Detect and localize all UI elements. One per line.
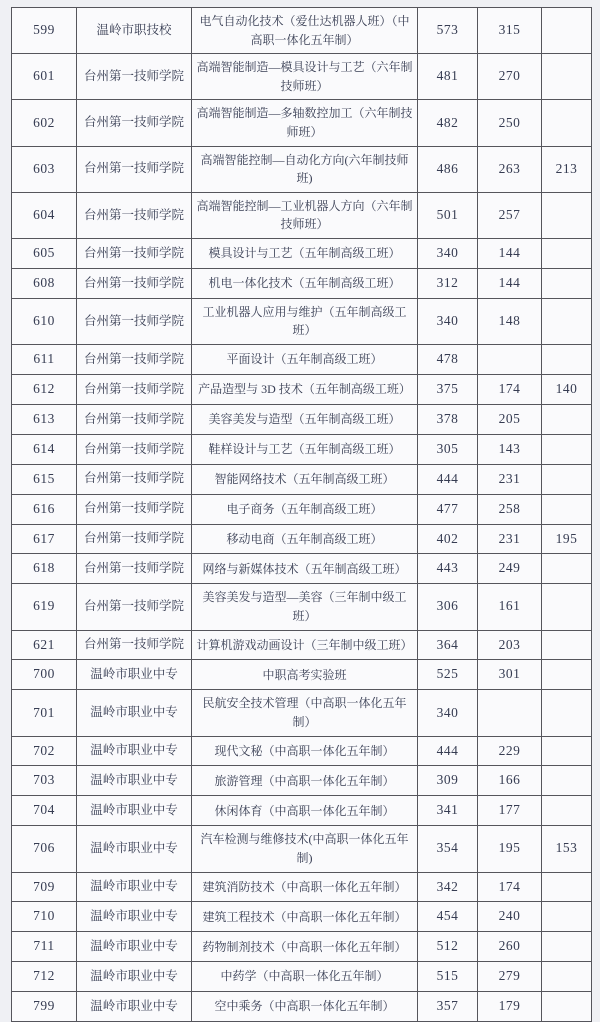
admission-scores-table — [11, 7, 592, 1022]
code-cell: 603 — [12, 146, 77, 192]
table-row — [12, 766, 592, 796]
score2-cell: 231 — [478, 524, 542, 554]
school-cell: 台州第一技师学院 — [77, 584, 192, 630]
code-cell: 608 — [12, 268, 77, 298]
code-cell: 614 — [12, 434, 77, 464]
code-cell: 710 — [12, 902, 77, 932]
table-body — [12, 8, 592, 1022]
school-cell: 温岭市职业中专 — [77, 826, 192, 872]
table-row — [12, 630, 592, 660]
school-cell: 台州第一技师学院 — [77, 374, 192, 404]
school-cell: 台州第一技师学院 — [77, 524, 192, 554]
score3-cell — [542, 584, 592, 630]
score3-cell — [542, 902, 592, 932]
score1-cell: 306 — [418, 584, 478, 630]
program-cell: 机电一体化技术（五年制高级工班） — [192, 268, 418, 298]
score1-cell: 402 — [418, 524, 478, 554]
program-cell: 高端智能控制—工业机器人方向（六年制技师班） — [192, 192, 418, 238]
score1-cell: 378 — [418, 404, 478, 434]
score2-cell: 260 — [478, 932, 542, 962]
code-cell: 615 — [12, 464, 77, 494]
score1-cell: 364 — [418, 630, 478, 660]
table-row — [12, 54, 592, 100]
table-row — [12, 434, 592, 464]
score1-cell: 481 — [418, 54, 478, 100]
school-cell: 温岭市职业中专 — [77, 660, 192, 690]
table-row — [12, 554, 592, 584]
table-row — [12, 374, 592, 404]
program-cell: 电子商务（五年制高级工班） — [192, 494, 418, 524]
score3-cell — [542, 434, 592, 464]
score1-cell: 443 — [418, 554, 478, 584]
school-cell: 温岭市职业中专 — [77, 796, 192, 826]
score2-cell: 257 — [478, 192, 542, 238]
school-cell: 台州第一技师学院 — [77, 54, 192, 100]
score2-cell: 229 — [478, 736, 542, 766]
code-cell: 610 — [12, 298, 77, 344]
score2-cell: 315 — [478, 8, 542, 54]
program-cell: 平面设计（五年制高级工班） — [192, 344, 418, 374]
code-cell: 706 — [12, 826, 77, 872]
score2-cell: 144 — [478, 238, 542, 268]
program-cell: 工业机器人应用与维护（五年制高级工班） — [192, 298, 418, 344]
program-cell: 鞋样设计与工艺（五年制高级工班） — [192, 434, 418, 464]
score3-cell — [542, 494, 592, 524]
score1-cell: 454 — [418, 902, 478, 932]
score3-cell — [542, 192, 592, 238]
score3-cell — [542, 630, 592, 660]
code-cell: 601 — [12, 54, 77, 100]
score1-cell: 573 — [418, 8, 478, 54]
program-cell: 建筑消防技术（中高职一体化五年制） — [192, 872, 418, 902]
score2-cell: 144 — [478, 268, 542, 298]
score1-cell: 309 — [418, 766, 478, 796]
code-cell: 711 — [12, 932, 77, 962]
school-cell: 台州第一技师学院 — [77, 192, 192, 238]
score3-cell — [542, 690, 592, 736]
table-row — [12, 962, 592, 992]
program-cell: 网络与新媒体技术（五年制高级工班） — [192, 554, 418, 584]
school-cell: 台州第一技师学院 — [77, 554, 192, 584]
table-row — [12, 464, 592, 494]
school-cell: 温岭市职业中专 — [77, 766, 192, 796]
school-cell: 台州第一技师学院 — [77, 238, 192, 268]
program-cell: 建筑工程技术（中高职一体化五年制） — [192, 902, 418, 932]
score3-cell — [542, 8, 592, 54]
code-cell: 618 — [12, 554, 77, 584]
code-cell: 617 — [12, 524, 77, 554]
score3-cell — [542, 100, 592, 146]
score1-cell: 340 — [418, 690, 478, 736]
score2-cell: 249 — [478, 554, 542, 584]
table-row — [12, 298, 592, 344]
program-cell: 计算机游戏动画设计（三年制中级工班） — [192, 630, 418, 660]
score3-cell — [542, 464, 592, 494]
code-cell: 611 — [12, 344, 77, 374]
score1-cell: 341 — [418, 796, 478, 826]
school-cell: 台州第一技师学院 — [77, 268, 192, 298]
program-cell: 民航安全技术管理（中高职一体化五年制） — [192, 690, 418, 736]
score3-cell — [542, 872, 592, 902]
score2-cell: 174 — [478, 374, 542, 404]
score2-cell: 270 — [478, 54, 542, 100]
program-cell: 高端智能制造—多轴数控加工（六年制技师班） — [192, 100, 418, 146]
score3-cell — [542, 238, 592, 268]
table-row — [12, 494, 592, 524]
school-cell: 台州第一技师学院 — [77, 404, 192, 434]
table-row — [12, 146, 592, 192]
table-row — [12, 660, 592, 690]
score2-cell: 279 — [478, 962, 542, 992]
code-cell: 712 — [12, 962, 77, 992]
score2-cell: 231 — [478, 464, 542, 494]
code-cell: 599 — [12, 8, 77, 54]
score2-cell: 203 — [478, 630, 542, 660]
score3-cell — [542, 298, 592, 344]
score2-cell: 161 — [478, 584, 542, 630]
score1-cell: 375 — [418, 374, 478, 404]
score1-cell: 340 — [418, 238, 478, 268]
score2-cell: 250 — [478, 100, 542, 146]
program-cell: 智能网络技术（五年制高级工班） — [192, 464, 418, 494]
score1-cell: 312 — [418, 268, 478, 298]
score2-cell: 174 — [478, 872, 542, 902]
score2-cell: 205 — [478, 404, 542, 434]
score1-cell: 477 — [418, 494, 478, 524]
program-cell: 美容美发与造型—美容（三年制中级工班） — [192, 584, 418, 630]
school-cell: 台州第一技师学院 — [77, 100, 192, 146]
program-cell: 空中乘务（中高职一体化五年制） — [192, 992, 418, 1022]
school-cell: 温岭市职业中专 — [77, 992, 192, 1022]
program-cell: 高端智能制造—模具设计与工艺（六年制技师班） — [192, 54, 418, 100]
score1-cell: 512 — [418, 932, 478, 962]
score3-cell — [542, 736, 592, 766]
score1-cell: 525 — [418, 660, 478, 690]
code-cell: 619 — [12, 584, 77, 630]
score1-cell: 478 — [418, 344, 478, 374]
score3-cell — [542, 660, 592, 690]
score2-cell: 195 — [478, 826, 542, 872]
code-cell: 700 — [12, 660, 77, 690]
table-row — [12, 192, 592, 238]
score3-cell: 153 — [542, 826, 592, 872]
table-row — [12, 344, 592, 374]
code-cell: 605 — [12, 238, 77, 268]
code-cell: 616 — [12, 494, 77, 524]
table-row — [12, 100, 592, 146]
table-row — [12, 932, 592, 962]
score2-cell: 240 — [478, 902, 542, 932]
score2-cell — [478, 690, 542, 736]
score3-cell: 140 — [542, 374, 592, 404]
table-row — [12, 690, 592, 736]
code-cell: 709 — [12, 872, 77, 902]
score3-cell — [542, 268, 592, 298]
score1-cell: 354 — [418, 826, 478, 872]
score2-cell: 179 — [478, 992, 542, 1022]
table-row — [12, 268, 592, 298]
score3-cell — [542, 766, 592, 796]
score2-cell: 166 — [478, 766, 542, 796]
score1-cell: 340 — [418, 298, 478, 344]
score3-cell: 213 — [542, 146, 592, 192]
score1-cell: 305 — [418, 434, 478, 464]
score3-cell — [542, 404, 592, 434]
code-cell: 602 — [12, 100, 77, 146]
score3-cell — [542, 962, 592, 992]
code-cell: 702 — [12, 736, 77, 766]
school-cell: 台州第一技师学院 — [77, 146, 192, 192]
code-cell: 701 — [12, 690, 77, 736]
score3-cell — [542, 796, 592, 826]
score3-cell — [542, 54, 592, 100]
program-cell: 美容美发与造型（五年制高级工班） — [192, 404, 418, 434]
score2-cell — [478, 344, 542, 374]
program-cell: 现代文秘（中高职一体化五年制） — [192, 736, 418, 766]
program-cell: 休闲体育（中高职一体化五年制） — [192, 796, 418, 826]
table-row — [12, 584, 592, 630]
score2-cell: 148 — [478, 298, 542, 344]
school-cell: 台州第一技师学院 — [77, 344, 192, 374]
program-cell: 高端智能控制—自动化方向(六年制技师班) — [192, 146, 418, 192]
table-row — [12, 902, 592, 932]
table-row — [12, 992, 592, 1022]
table-row — [12, 8, 592, 54]
score1-cell: 515 — [418, 962, 478, 992]
score2-cell: 258 — [478, 494, 542, 524]
score2-cell: 177 — [478, 796, 542, 826]
school-cell: 温岭市职业中专 — [77, 872, 192, 902]
table-row — [12, 736, 592, 766]
code-cell: 703 — [12, 766, 77, 796]
program-cell: 中职高考实验班 — [192, 660, 418, 690]
code-cell: 704 — [12, 796, 77, 826]
code-cell: 604 — [12, 192, 77, 238]
table-row — [12, 524, 592, 554]
table-row — [12, 404, 592, 434]
program-cell: 药物制剂技术（中高职一体化五年制） — [192, 932, 418, 962]
school-cell: 温岭市职业中专 — [77, 736, 192, 766]
score2-cell: 263 — [478, 146, 542, 192]
school-cell: 温岭市职业中专 — [77, 690, 192, 736]
score2-cell: 143 — [478, 434, 542, 464]
program-cell: 模具设计与工艺（五年制高级工班） — [192, 238, 418, 268]
score1-cell: 342 — [418, 872, 478, 902]
code-cell: 613 — [12, 404, 77, 434]
code-cell: 621 — [12, 630, 77, 660]
score1-cell: 501 — [418, 192, 478, 238]
school-cell: 温岭市职业中专 — [77, 902, 192, 932]
scores-table-container — [11, 7, 591, 1022]
school-cell: 温岭市职业中专 — [77, 932, 192, 962]
score1-cell: 444 — [418, 736, 478, 766]
table-row — [12, 238, 592, 268]
school-cell: 温岭市职业中专 — [77, 962, 192, 992]
code-cell: 799 — [12, 992, 77, 1022]
table-row — [12, 796, 592, 826]
table-row — [12, 872, 592, 902]
score2-cell: 301 — [478, 660, 542, 690]
program-cell: 汽车检测与维修技术(中高职一体化五年制) — [192, 826, 418, 872]
school-cell: 台州第一技师学院 — [77, 298, 192, 344]
program-cell: 电气自动化技术（爱仕达机器人班）（中高职一体化五年制） — [192, 8, 418, 54]
code-cell: 612 — [12, 374, 77, 404]
school-cell: 台州第一技师学院 — [77, 464, 192, 494]
score3-cell — [542, 554, 592, 584]
score3-cell — [542, 932, 592, 962]
school-cell: 台州第一技师学院 — [77, 434, 192, 464]
score1-cell: 486 — [418, 146, 478, 192]
score3-cell: 195 — [542, 524, 592, 554]
score3-cell — [542, 344, 592, 374]
program-cell: 中药学（中高职一体化五年制） — [192, 962, 418, 992]
score1-cell: 357 — [418, 992, 478, 1022]
table-row — [12, 826, 592, 872]
score1-cell: 444 — [418, 464, 478, 494]
score3-cell — [542, 992, 592, 1022]
program-cell: 产品造型与 3D 技术（五年制高级工班） — [192, 374, 418, 404]
school-cell: 温岭市职技校 — [77, 8, 192, 54]
school-cell: 台州第一技师学院 — [77, 494, 192, 524]
program-cell: 移动电商（五年制高级工班） — [192, 524, 418, 554]
school-cell: 台州第一技师学院 — [77, 630, 192, 660]
program-cell: 旅游管理（中高职一体化五年制） — [192, 766, 418, 796]
score1-cell: 482 — [418, 100, 478, 146]
